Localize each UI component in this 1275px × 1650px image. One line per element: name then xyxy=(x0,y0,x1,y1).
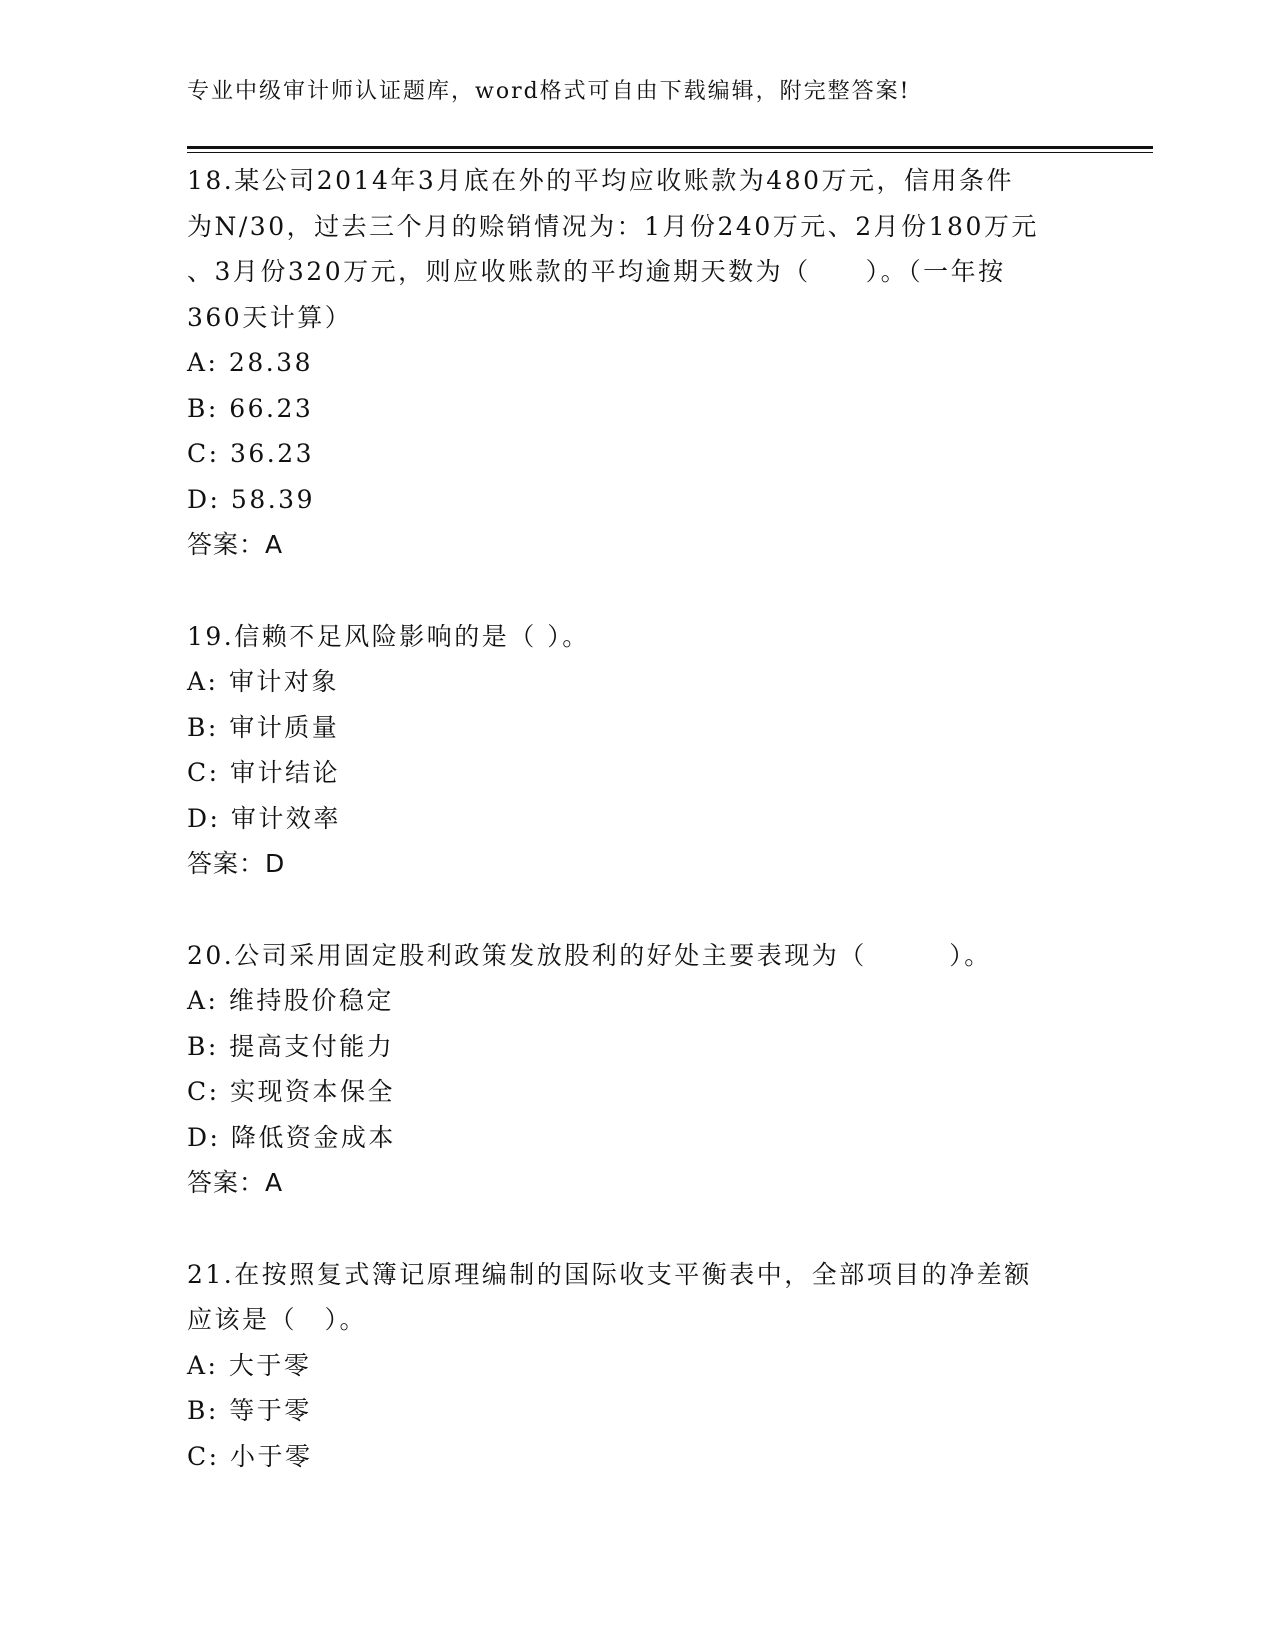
option-a: A: 大于零 xyxy=(187,1350,312,1380)
question-stem-line: 19.信赖不足风险影响的是（ ）。 xyxy=(187,621,590,651)
question-18 xyxy=(187,158,1087,568)
question-stem-line: 18.某公司2014年3月底在外的平均应收账款为480万元，信用条件 xyxy=(187,166,1015,195)
option-b: B: 提高支付能力 xyxy=(187,1031,395,1061)
question-21 xyxy=(187,1252,1087,1480)
question-stem-line: 为N/30，过去三个月的赊销情况为：1月份240万元、2月份180万元 xyxy=(187,211,1039,241)
option-a: A: 维持股价稳定 xyxy=(187,986,394,1015)
question-20 xyxy=(187,933,1087,1206)
option-b: B: 66.23 xyxy=(187,393,314,423)
question-19 xyxy=(187,614,1087,887)
page-header: 专业中级审计师认证题库，word格式可自由下载编辑，附完整答案! xyxy=(187,79,911,104)
option-c: C: 实现资本保全 xyxy=(187,1077,395,1106)
question-list xyxy=(187,158,1087,1479)
option-c: C: 小于零 xyxy=(187,1441,313,1471)
question-spacer xyxy=(187,887,1087,933)
question-stem-line: 应该是（ ）。 xyxy=(187,1305,368,1334)
option-a: A: 审计对象 xyxy=(187,667,339,696)
question-stem-line: 360天计算） xyxy=(187,302,353,332)
question-stem-line: 20.公司采用固定股利政策发放股利的好处主要表现为（ ）。 xyxy=(187,940,992,970)
question-stem-line: 、3月份320万元，则应收账款的平均逾期天数为（ ）。（一年按 xyxy=(187,257,1006,286)
answer-label: 答案：A xyxy=(187,530,284,559)
question-stem-line: 21.在按照复式簿记原理编制的国际收支平衡表中，全部项目的净差额 xyxy=(187,1259,1032,1289)
option-d: D: 58.39 xyxy=(187,484,315,514)
option-c: C: 审计结论 xyxy=(187,758,340,787)
option-d: D: 审计效率 xyxy=(187,803,341,833)
question-spacer xyxy=(187,1206,1087,1252)
option-d: D: 降低资金成本 xyxy=(187,1122,396,1152)
header-divider-thick xyxy=(187,146,1153,149)
answer-label: 答案：D xyxy=(187,849,286,878)
header-divider-thin xyxy=(187,152,1153,153)
option-b: B: 审计质量 xyxy=(187,712,340,742)
answer-label: 答案：A xyxy=(187,1168,284,1197)
question-spacer xyxy=(187,568,1087,614)
option-c: C: 36.23 xyxy=(187,439,315,468)
option-a: A: 28.38 xyxy=(187,348,313,377)
option-b: B: 等于零 xyxy=(187,1396,312,1425)
